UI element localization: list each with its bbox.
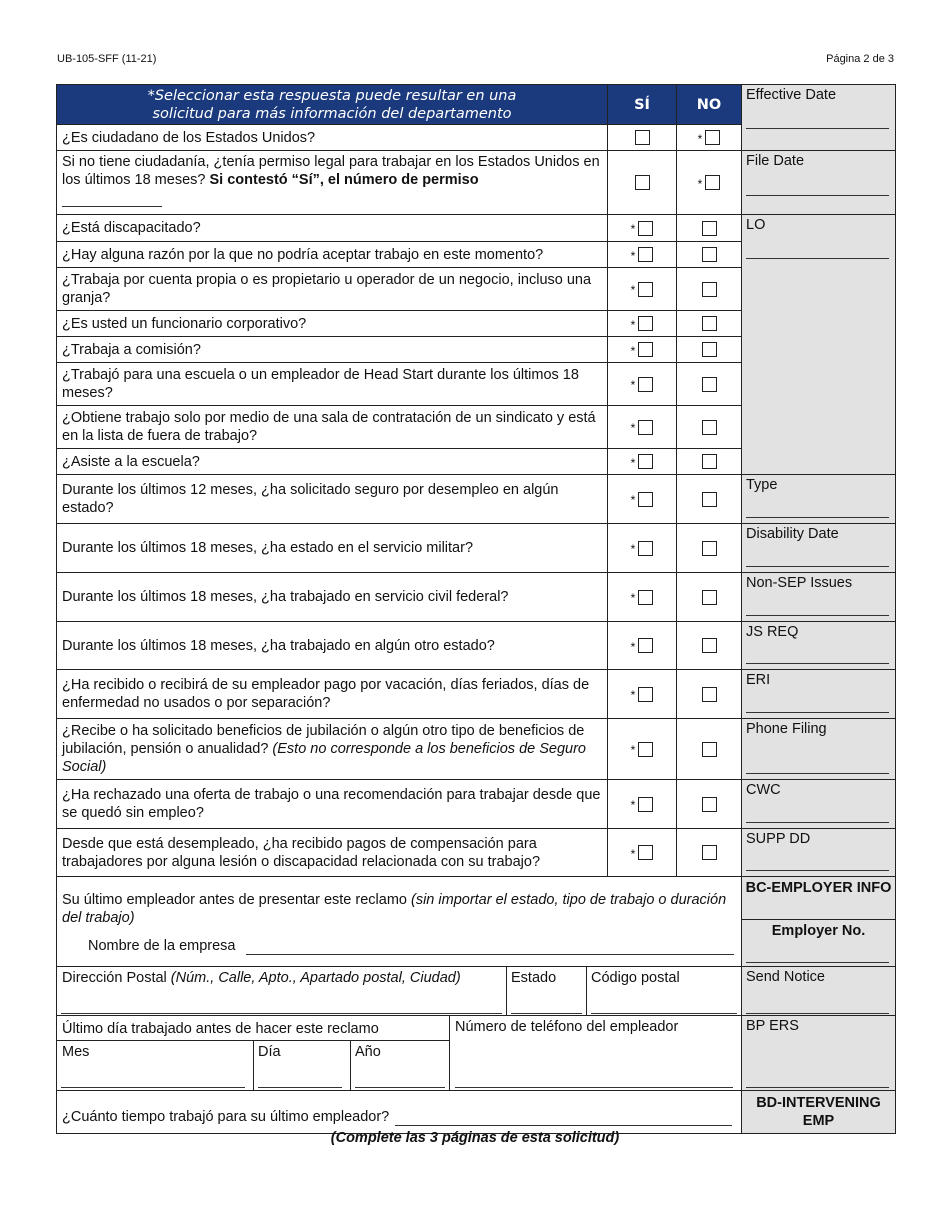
- cannot-accept-yes[interactable]: *: [608, 242, 677, 268]
- bp-ers-field[interactable]: [742, 1016, 896, 1091]
- company-name-input[interactable]: [246, 939, 735, 955]
- eri-label: ERI: [746, 672, 771, 688]
- employment-duration-row: [57, 1091, 742, 1134]
- mailing-address-line: [61, 1013, 502, 1014]
- asterisk-notice-banner: [57, 85, 608, 125]
- phone-filing-label: Phone Filing: [746, 721, 827, 737]
- zip-label: Código postal: [591, 970, 680, 986]
- bc-employer-info: [742, 877, 895, 920]
- checkbox[interactable]: [638, 638, 653, 653]
- citizen-no[interactable]: *: [677, 125, 742, 151]
- supp-dd-line: [746, 870, 889, 871]
- work-permit-yes[interactable]: [608, 151, 677, 215]
- state-label: Estado: [511, 970, 557, 986]
- no-column-header: NO: [677, 85, 742, 125]
- employer-phone-label: Número de teléfono del empleador: [455, 1019, 679, 1035]
- commission-yes[interactable]: *: [608, 337, 677, 363]
- type-field[interactable]: [742, 475, 896, 524]
- work-permit-bold: Si contestó “Sí”, el número de permiso: [209, 172, 479, 188]
- js-req-field[interactable]: [742, 622, 896, 670]
- permit-number-field[interactable]: [62, 197, 162, 207]
- checkbox[interactable]: [638, 282, 653, 297]
- checkbox[interactable]: [702, 845, 717, 860]
- checkbox[interactable]: [638, 541, 653, 556]
- supp-dd-label: SUPP DD: [746, 831, 811, 847]
- state-field[interactable]: [506, 967, 586, 1015]
- checkbox[interactable]: [638, 590, 653, 605]
- retirement-yes[interactable]: *: [608, 719, 677, 780]
- non-sep-issues-field[interactable]: [742, 573, 896, 622]
- federal-civil-no[interactable]: [677, 573, 742, 622]
- question-school-employer: ¿Trabajó para una escuela o un empleador de Head Start durante los últimos 18 meses?: [57, 363, 608, 406]
- js-req-line: [746, 663, 889, 664]
- month-field[interactable]: [57, 1041, 253, 1090]
- employer-no-label: Employer No.: [771, 923, 866, 939]
- question-disabled: ¿Está discapacitado?: [57, 215, 608, 242]
- js-req-label: JS REQ: [746, 624, 799, 640]
- workers-comp-yes[interactable]: *: [608, 829, 677, 877]
- form-id: UB-105-SFF (11-21): [57, 53, 157, 65]
- checkbox[interactable]: [702, 454, 717, 469]
- school-yes[interactable]: *: [608, 449, 677, 475]
- employer-no-line: [746, 962, 889, 963]
- question-work-permit: [57, 151, 608, 215]
- phone-filing-field[interactable]: [742, 719, 896, 780]
- filed-ui-yes[interactable]: *: [608, 475, 677, 524]
- checkbox[interactable]: [638, 316, 653, 331]
- checkbox[interactable]: [702, 377, 717, 392]
- citizen-yes[interactable]: [608, 125, 677, 151]
- checkbox[interactable]: [638, 492, 653, 507]
- bd-intervening-label: BD-INTERVENING EMP: [756, 1095, 881, 1129]
- work-permit-no[interactable]: *: [677, 151, 742, 215]
- year-field[interactable]: [350, 1041, 449, 1090]
- cwc-label: CWC: [746, 782, 781, 798]
- bp-ers-label: BP ERS: [746, 1018, 799, 1034]
- send-notice-line: [746, 1013, 889, 1014]
- disability-date-line: [746, 566, 889, 567]
- question-self-employed: ¿Trabaja por cuenta propia o es propietario u operador de un negocio, incluso una granja?: [57, 268, 608, 311]
- question-federal-civil: Durante los últimos 18 meses, ¿ha trabajado en servicio civil federal?: [57, 573, 608, 622]
- question-vacation-pay: ¿Ha recibido o recibirá de su empleador pago por vacación, días feriados, días de enfermedad no usados o por separación?: [57, 670, 608, 719]
- checkbox[interactable]: [702, 420, 717, 435]
- cwc-field[interactable]: [742, 780, 896, 829]
- filed-ui-no[interactable]: [677, 475, 742, 524]
- page-number: Página 2 de 3: [826, 53, 894, 65]
- zip-field[interactable]: [586, 967, 741, 1015]
- file-date-label: File Date: [746, 153, 805, 169]
- company-name-label: Nombre de la empresa: [88, 938, 236, 954]
- military-no[interactable]: [677, 524, 742, 573]
- school-employer-yes[interactable]: *: [608, 363, 677, 406]
- question-other-state: Durante los últimos 18 meses, ¿ha trabajado en algún otro estado?: [57, 622, 608, 670]
- disability-date-field[interactable]: [742, 524, 896, 573]
- last-day-row: [57, 1016, 742, 1091]
- employment-duration-input[interactable]: [395, 1110, 732, 1126]
- year-line: [355, 1087, 445, 1088]
- question-union-hall: ¿Obtiene trabajo solo por medio de una sala de contratación de un sindicato y está en la lista de fuera de trabajo?: [57, 406, 608, 449]
- question-citizen: ¿Es ciudadano de los Estados Unidos?: [57, 125, 608, 151]
- last-employer-intro-note: (sin importar el estado, tipo de trabajo o duración del trabajo): [62, 892, 727, 926]
- question-refused-work: ¿Ha rechazado una oferta de trabajo o una recomendación para trabajar desde que se quedó sin empleo?: [57, 780, 608, 829]
- bc-employer-block: [742, 877, 896, 967]
- type-label: Type: [746, 477, 778, 493]
- disabled-no[interactable]: [677, 215, 742, 242]
- bc-employer-label: BC-EMPLOYER INFO: [745, 880, 892, 896]
- state-line: [511, 1013, 582, 1014]
- last-employer-section: [57, 877, 742, 967]
- lo-label: LO: [746, 217, 766, 233]
- type-line: [746, 517, 889, 518]
- phone-filing-line: [746, 773, 889, 774]
- school-no[interactable]: [677, 449, 742, 475]
- address-row: [57, 967, 742, 1016]
- checkbox[interactable]: [635, 175, 650, 190]
- checkbox[interactable]: [702, 687, 717, 702]
- day-label: Día: [258, 1044, 281, 1060]
- supp-dd-field[interactable]: [742, 829, 896, 877]
- checkbox[interactable]: [702, 541, 717, 556]
- question-military: Durante los últimos 18 meses, ¿ha estado en el servicio militar?: [57, 524, 608, 573]
- question-school: ¿Asiste a la escuela?: [57, 449, 608, 475]
- effective-date-line: [746, 128, 889, 129]
- employment-duration-label: ¿Cuánto tiempo trabajó para su último empleador?: [62, 1109, 390, 1125]
- file-date-field[interactable]: [742, 151, 896, 215]
- bd-intervening-emp: [742, 1091, 896, 1134]
- question-commission: ¿Trabaja a comisión?: [57, 337, 608, 363]
- refused-work-no[interactable]: [677, 780, 742, 829]
- send-notice-field[interactable]: [742, 967, 896, 1016]
- self-employed-no[interactable]: [677, 268, 742, 311]
- checkbox[interactable]: [638, 342, 653, 357]
- eri-field[interactable]: [742, 670, 896, 719]
- workers-comp-no[interactable]: [677, 829, 742, 877]
- vacation-pay-no[interactable]: [677, 670, 742, 719]
- checkbox[interactable]: [702, 282, 717, 297]
- disability-date-label: Disability Date: [746, 526, 839, 542]
- checkbox[interactable]: [702, 247, 717, 262]
- checkbox[interactable]: [702, 742, 717, 757]
- retirement-note: (Esto no corresponde a los beneficios de Seguro Social): [62, 741, 586, 775]
- last-employer-intro: Su último empleador antes de presentar este reclamo: [62, 892, 407, 908]
- checkbox[interactable]: [638, 221, 653, 236]
- day-line: [258, 1087, 342, 1088]
- work-permit-text: Si no tiene ciudadanía, ¿tenía permiso legal para trabajar en los Estados Unidos en los últimos 18 meses?: [62, 154, 600, 188]
- checkbox[interactable]: [702, 221, 717, 236]
- question-workers-comp: Desde que está desempleado, ¿ha recibido pagos de compensación para trabajadores por alguna lesión o discapacidad relacionada con su trabajo?: [57, 829, 608, 877]
- self-employed-yes[interactable]: *: [608, 268, 677, 311]
- other-state-no[interactable]: [677, 622, 742, 670]
- checkbox[interactable]: [702, 342, 717, 357]
- checkbox[interactable]: [702, 316, 717, 331]
- checkbox[interactable]: [702, 638, 717, 653]
- disabled-yes[interactable]: *: [608, 215, 677, 242]
- mailing-address-label: Dirección Postal: [62, 970, 167, 986]
- yes-column-header: SÍ: [608, 85, 677, 125]
- question-cannot-accept: ¿Hay alguna razón por la que no podría aceptar trabajo en este momento?: [57, 242, 608, 268]
- checkbox[interactable]: [635, 130, 650, 145]
- lo-field[interactable]: [742, 215, 896, 475]
- mailing-address-hint: (Núm., Calle, Apto., Apartado postal, Ciudad): [170, 970, 461, 986]
- employer-phone-field[interactable]: [449, 1016, 741, 1090]
- checkbox[interactable]: [702, 492, 717, 507]
- last-day-worked-group: [57, 1016, 449, 1090]
- footer-note: (Complete las 3 páginas de esta solicitud): [330, 1130, 620, 1146]
- question-filed-ui: Durante los últimos 12 meses, ¿ha solicitado seguro por desempleo en algún estado?: [57, 475, 608, 524]
- federal-civil-yes[interactable]: *: [608, 573, 677, 622]
- send-notice-label: Send Notice: [746, 969, 825, 985]
- checkbox[interactable]: [638, 845, 653, 860]
- lo-line: [746, 258, 889, 259]
- other-state-yes[interactable]: *: [608, 622, 677, 670]
- cwc-line: [746, 822, 889, 823]
- non-sep-issues-line: [746, 615, 889, 616]
- checkbox[interactable]: [638, 454, 653, 469]
- banner-line-2: solicitud para más información del departamento: [152, 105, 512, 122]
- school-employer-no[interactable]: [677, 363, 742, 406]
- day-field[interactable]: [253, 1041, 350, 1090]
- checkbox[interactable]: [638, 420, 653, 435]
- mailing-address-field[interactable]: [57, 967, 506, 1015]
- retirement-no[interactable]: [677, 719, 742, 780]
- month-line: [61, 1087, 245, 1088]
- year-label: Año: [355, 1044, 381, 1060]
- refused-work-yes[interactable]: *: [608, 780, 677, 829]
- banner-line-1: *Seleccionar esta respuesta puede resultar en una: [147, 87, 517, 104]
- checkbox[interactable]: [705, 175, 720, 190]
- checkbox[interactable]: [638, 742, 653, 757]
- employer-phone-line: [455, 1087, 733, 1088]
- checkbox[interactable]: [702, 590, 717, 605]
- bp-ers-line: [746, 1087, 889, 1088]
- checkbox[interactable]: [638, 247, 653, 262]
- question-retirement: [57, 719, 608, 780]
- vacation-pay-yes[interactable]: *: [608, 670, 677, 719]
- effective-date-field[interactable]: [742, 85, 896, 151]
- union-hall-yes[interactable]: *: [608, 406, 677, 449]
- checkbox[interactable]: [638, 687, 653, 702]
- cannot-accept-no[interactable]: [677, 242, 742, 268]
- question-corporate-officer: ¿Es usted un funcionario corporativo?: [57, 311, 608, 337]
- corporate-officer-yes[interactable]: *: [608, 311, 677, 337]
- file-date-line: [746, 195, 889, 196]
- non-sep-issues-label: Non-SEP Issues: [746, 575, 853, 591]
- retirement-text: ¿Recibe o ha solicitado beneficios de jubilación o algún otro tipo de beneficios de jubilación, pensión o anualidad?: [62, 723, 585, 757]
- effective-date-label: Effective Date: [746, 87, 837, 103]
- military-yes[interactable]: *: [608, 524, 677, 573]
- corporate-officer-no[interactable]: [677, 311, 742, 337]
- employer-no-field[interactable]: [742, 920, 895, 966]
- checkbox[interactable]: [638, 377, 653, 392]
- last-day-worked-label: Último día trabajado antes de hacer este reclamo: [57, 1016, 449, 1041]
- union-hall-no[interactable]: [677, 406, 742, 449]
- commission-no[interactable]: [677, 337, 742, 363]
- questionnaire-table: [56, 84, 896, 1134]
- eri-line: [746, 712, 889, 713]
- zip-line: [591, 1013, 737, 1014]
- checkbox[interactable]: [705, 130, 720, 145]
- checkbox[interactable]: [638, 797, 653, 812]
- month-label: Mes: [62, 1044, 90, 1060]
- checkbox[interactable]: [702, 797, 717, 812]
